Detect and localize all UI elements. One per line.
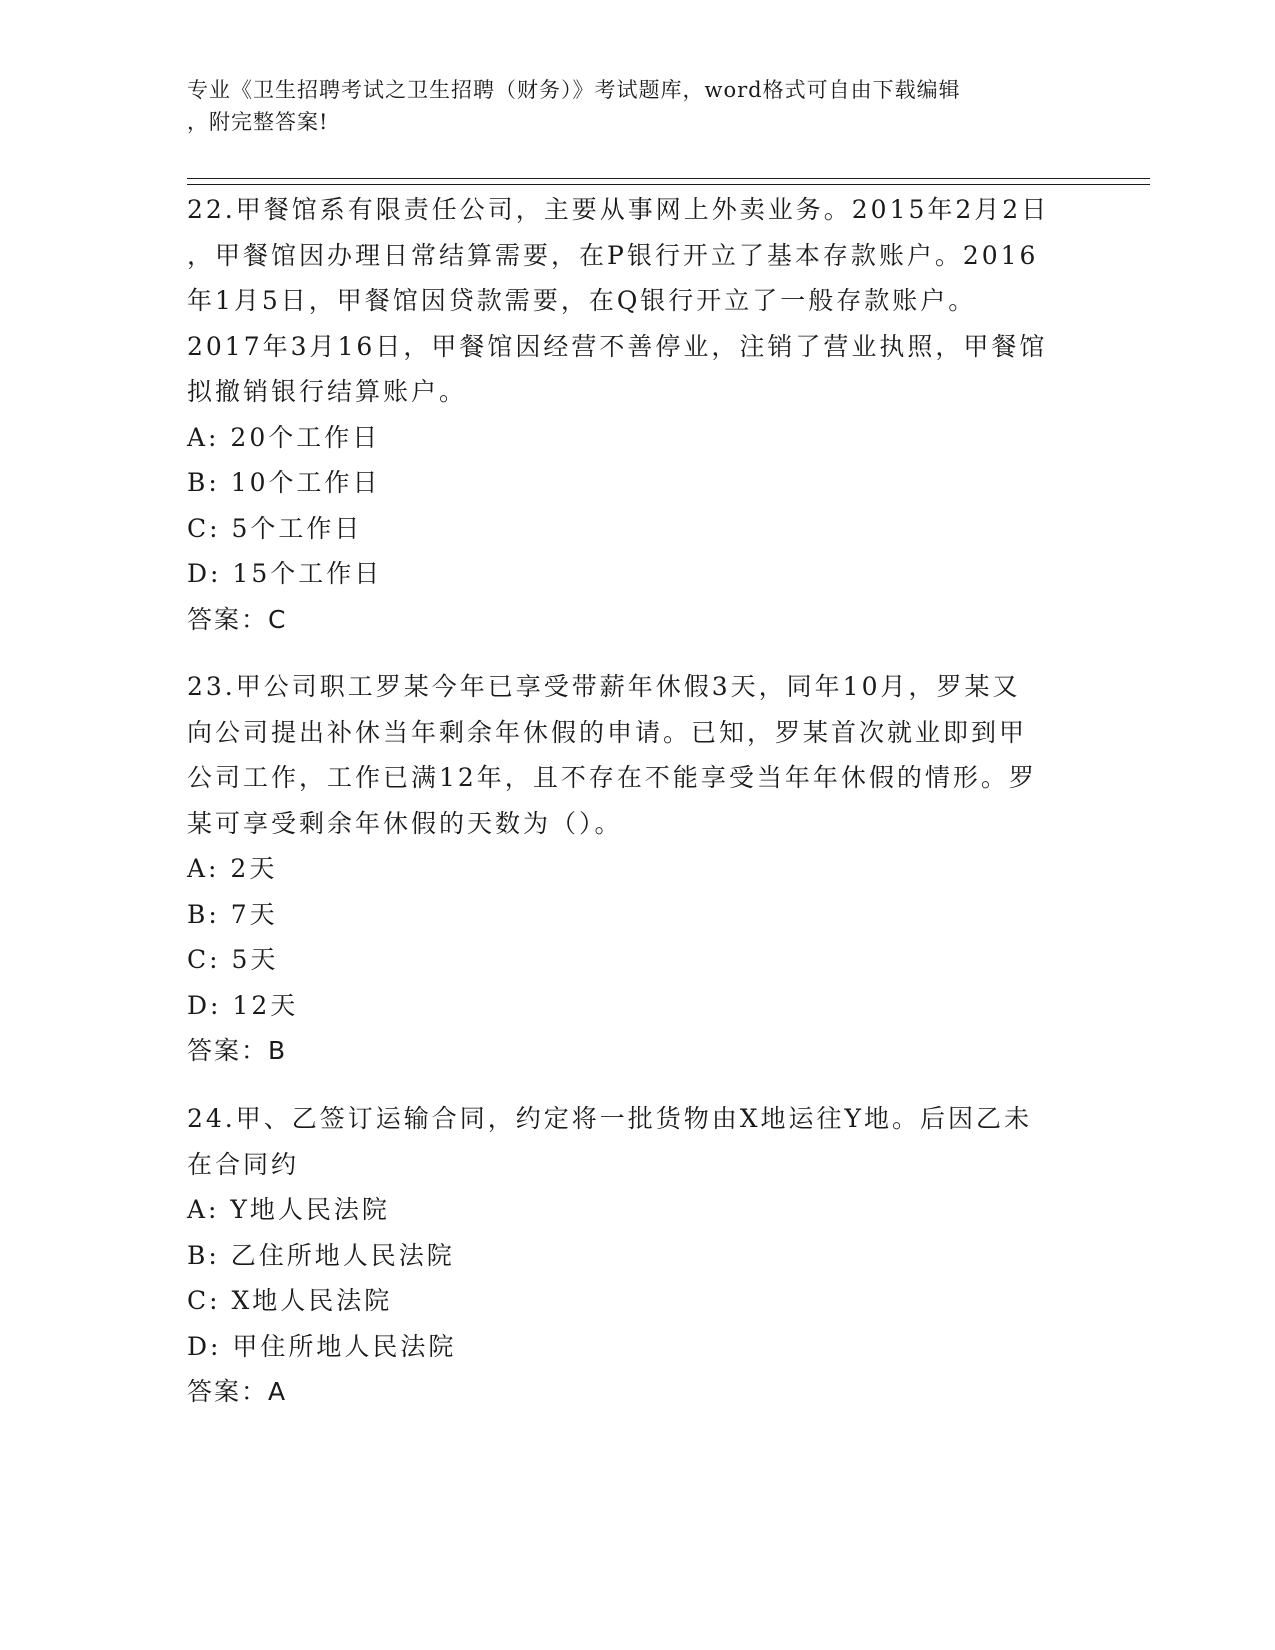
option-c: C: X地人民法院: [187, 1286, 393, 1315]
header-line-2: ，附完整答案!: [187, 110, 329, 134]
question-text-line: 向公司提出补休当年剩余年休假的申请。已知，罗某首次就业即到甲: [187, 717, 1028, 747]
question-text-line: 在合同约: [187, 1149, 300, 1179]
header-line-1: 专业《卫生招聘考试之卫生招聘（财务）》考试题库，word格式可自由下载编辑: [187, 78, 961, 102]
question-text-line: 22.甲餐馆系有限责任公司，主要从事网上外卖业务。2015年2月2日: [187, 195, 1050, 224]
header-divider-bottom: [187, 184, 1150, 185]
document-header: [187, 74, 1067, 138]
header-divider-top: [187, 178, 1150, 179]
option-b: B: 10个工作日: [187, 468, 381, 497]
question-text-line: 24.甲、乙签订运输合同，约定将一批货物由X地运往Y地。后因乙未: [187, 1104, 1033, 1133]
question-23: [187, 664, 1087, 1074]
option-a: A: 20个工作日: [187, 422, 381, 452]
option-a: A: Y地人民法院: [187, 1195, 390, 1224]
option-d: D: 15个工作日: [187, 559, 383, 588]
question-text-line: 年1月5日，甲餐馆因贷款需要，在Q银行开立了一般存款账户。: [187, 286, 977, 315]
option-c: C: 5个工作日: [187, 513, 363, 543]
option-c: C: 5天: [187, 945, 279, 974]
answer: 答案：A: [187, 1377, 288, 1406]
question-text-line: ，甲餐馆因办理日常结算需要，在P银行开立了基本存款账户。2016: [187, 240, 1039, 270]
answer: 答案：B: [187, 1036, 288, 1065]
option-b: B: 7天: [187, 899, 278, 929]
option-d: D: 12天: [187, 990, 299, 1020]
answer: 答案：C: [187, 604, 288, 634]
option-b: B: 乙住所地人民法院: [187, 1240, 455, 1270]
question-text-line: 2017年3月16日，甲餐馆因经营不善停业，注销了营业执照，甲餐馆: [187, 331, 1048, 361]
question-22: [187, 187, 1087, 642]
option-a: A: 2天: [187, 854, 278, 883]
question-text-line: 23.甲公司职工罗某今年已享受带薪年休假3天，同年10月，罗某又: [187, 672, 1021, 701]
question-text-line: 拟撤销银行结算账户。: [187, 377, 468, 406]
question-24: [187, 1096, 1087, 1415]
question-text-line: 某可享受剩余年休假的天数为（）。: [187, 808, 623, 838]
option-d: D: 甲住所地人民法院: [187, 1331, 457, 1361]
question-text-line: 公司工作，工作已满12年，且不存在不能享受当年年休假的情形。罗: [187, 763, 1037, 792]
